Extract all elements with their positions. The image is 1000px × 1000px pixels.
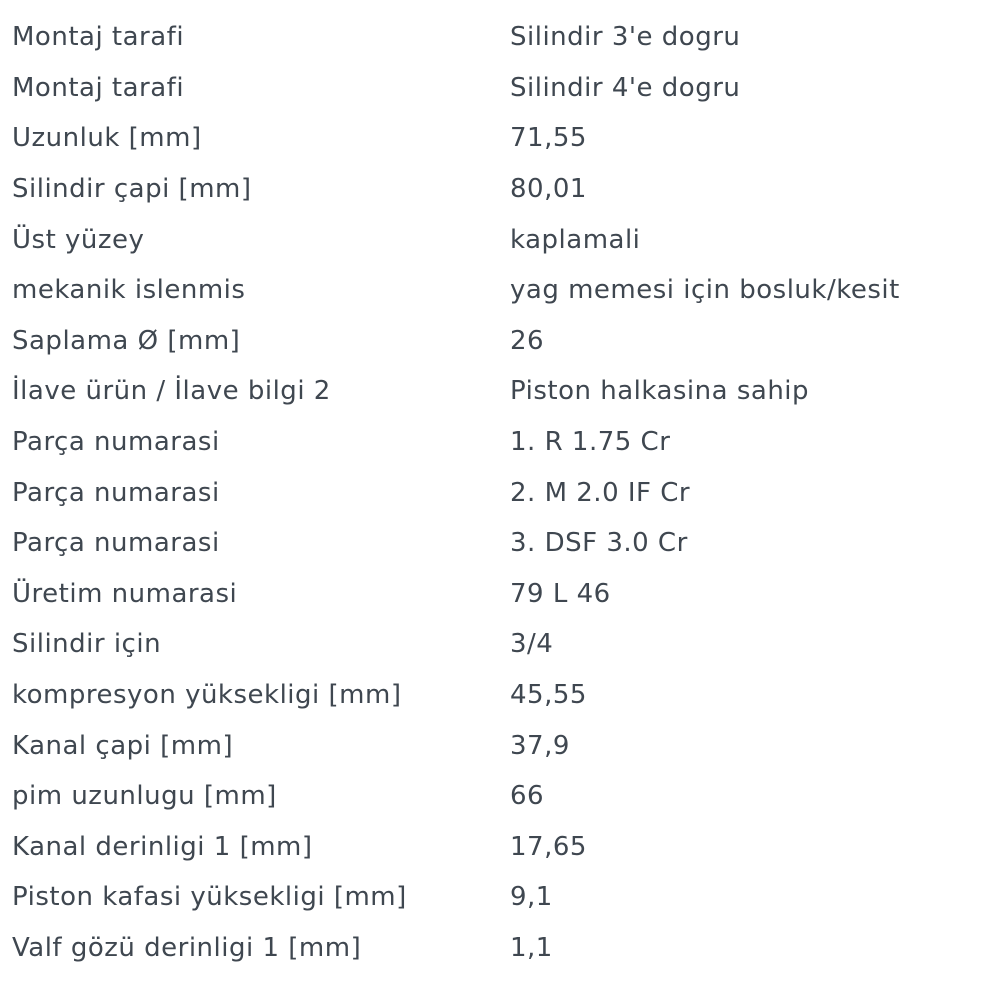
spec-label: Uzunluk [mm] bbox=[12, 123, 202, 154]
spec-value: 45,55 bbox=[510, 680, 587, 711]
spec-row bbox=[0, 518, 1000, 569]
spec-row bbox=[0, 265, 1000, 316]
spec-label: Kanal derinligi 1 [mm] bbox=[12, 831, 313, 862]
spec-label: Montaj tarafi bbox=[12, 72, 185, 103]
spec-value: 17,65 bbox=[510, 831, 587, 862]
spec-row bbox=[0, 12, 1000, 63]
spec-value: Silindir 3'e dogru bbox=[510, 22, 741, 53]
spec-label: Silindir çapi [mm] bbox=[12, 174, 252, 205]
spec-table bbox=[0, 12, 1000, 973]
spec-value: 79 L 46 bbox=[510, 578, 611, 609]
spec-label: Silindir için bbox=[12, 629, 162, 660]
spec-value: 37,9 bbox=[510, 730, 570, 761]
spec-value: 1,1 bbox=[510, 932, 553, 963]
spec-label: İlave ürün / İlave bilgi 2 bbox=[12, 376, 331, 407]
spec-value: 26 bbox=[510, 325, 545, 356]
spec-label: mekanik islenmis bbox=[12, 275, 246, 306]
spec-label: Parça numarasi bbox=[12, 427, 220, 458]
spec-value: 1. R 1.75 Cr bbox=[510, 427, 671, 458]
spec-value: 80,01 bbox=[510, 174, 587, 205]
spec-value: 2. M 2.0 IF Cr bbox=[510, 477, 691, 508]
spec-row bbox=[0, 923, 1000, 974]
spec-value: 66 bbox=[510, 781, 545, 812]
spec-table-body bbox=[0, 12, 1000, 973]
spec-row bbox=[0, 619, 1000, 670]
spec-value: Piston halkasina sahip bbox=[510, 376, 810, 407]
spec-label: Montaj tarafi bbox=[12, 22, 185, 53]
spec-label: Parça numarasi bbox=[12, 528, 220, 559]
spec-row bbox=[0, 872, 1000, 923]
spec-row bbox=[0, 771, 1000, 822]
spec-value: kaplamali bbox=[510, 224, 641, 255]
spec-value: 3. DSF 3.0 Cr bbox=[510, 528, 688, 559]
spec-row bbox=[0, 417, 1000, 468]
spec-value: 71,55 bbox=[510, 123, 587, 154]
spec-row bbox=[0, 670, 1000, 721]
spec-row bbox=[0, 164, 1000, 215]
spec-value: 9,1 bbox=[510, 882, 553, 913]
spec-label: pim uzunlugu [mm] bbox=[12, 781, 277, 812]
spec-row bbox=[0, 63, 1000, 114]
spec-label: Üretim numarasi bbox=[12, 578, 238, 609]
spec-value: 3/4 bbox=[510, 629, 554, 660]
spec-row bbox=[0, 720, 1000, 771]
spec-label: Valf gözü derinligi 1 [mm] bbox=[12, 932, 362, 963]
spec-label: kompresyon yüksekligi [mm] bbox=[12, 680, 402, 711]
spec-label: Kanal çapi [mm] bbox=[12, 730, 234, 761]
spec-label: Üst yüzey bbox=[12, 224, 145, 255]
spec-row bbox=[0, 316, 1000, 367]
spec-label: Saplama Ø [mm] bbox=[12, 325, 241, 356]
spec-label: Piston kafasi yüksekligi [mm] bbox=[12, 882, 407, 913]
spec-value: Silindir 4'e dogru bbox=[510, 72, 741, 103]
spec-row bbox=[0, 366, 1000, 417]
spec-row bbox=[0, 569, 1000, 620]
spec-row bbox=[0, 214, 1000, 265]
spec-row bbox=[0, 113, 1000, 164]
spec-value: yag memesi için bosluk/kesit bbox=[510, 275, 900, 306]
spec-row bbox=[0, 822, 1000, 873]
spec-row bbox=[0, 467, 1000, 518]
spec-label: Parça numarasi bbox=[12, 477, 220, 508]
